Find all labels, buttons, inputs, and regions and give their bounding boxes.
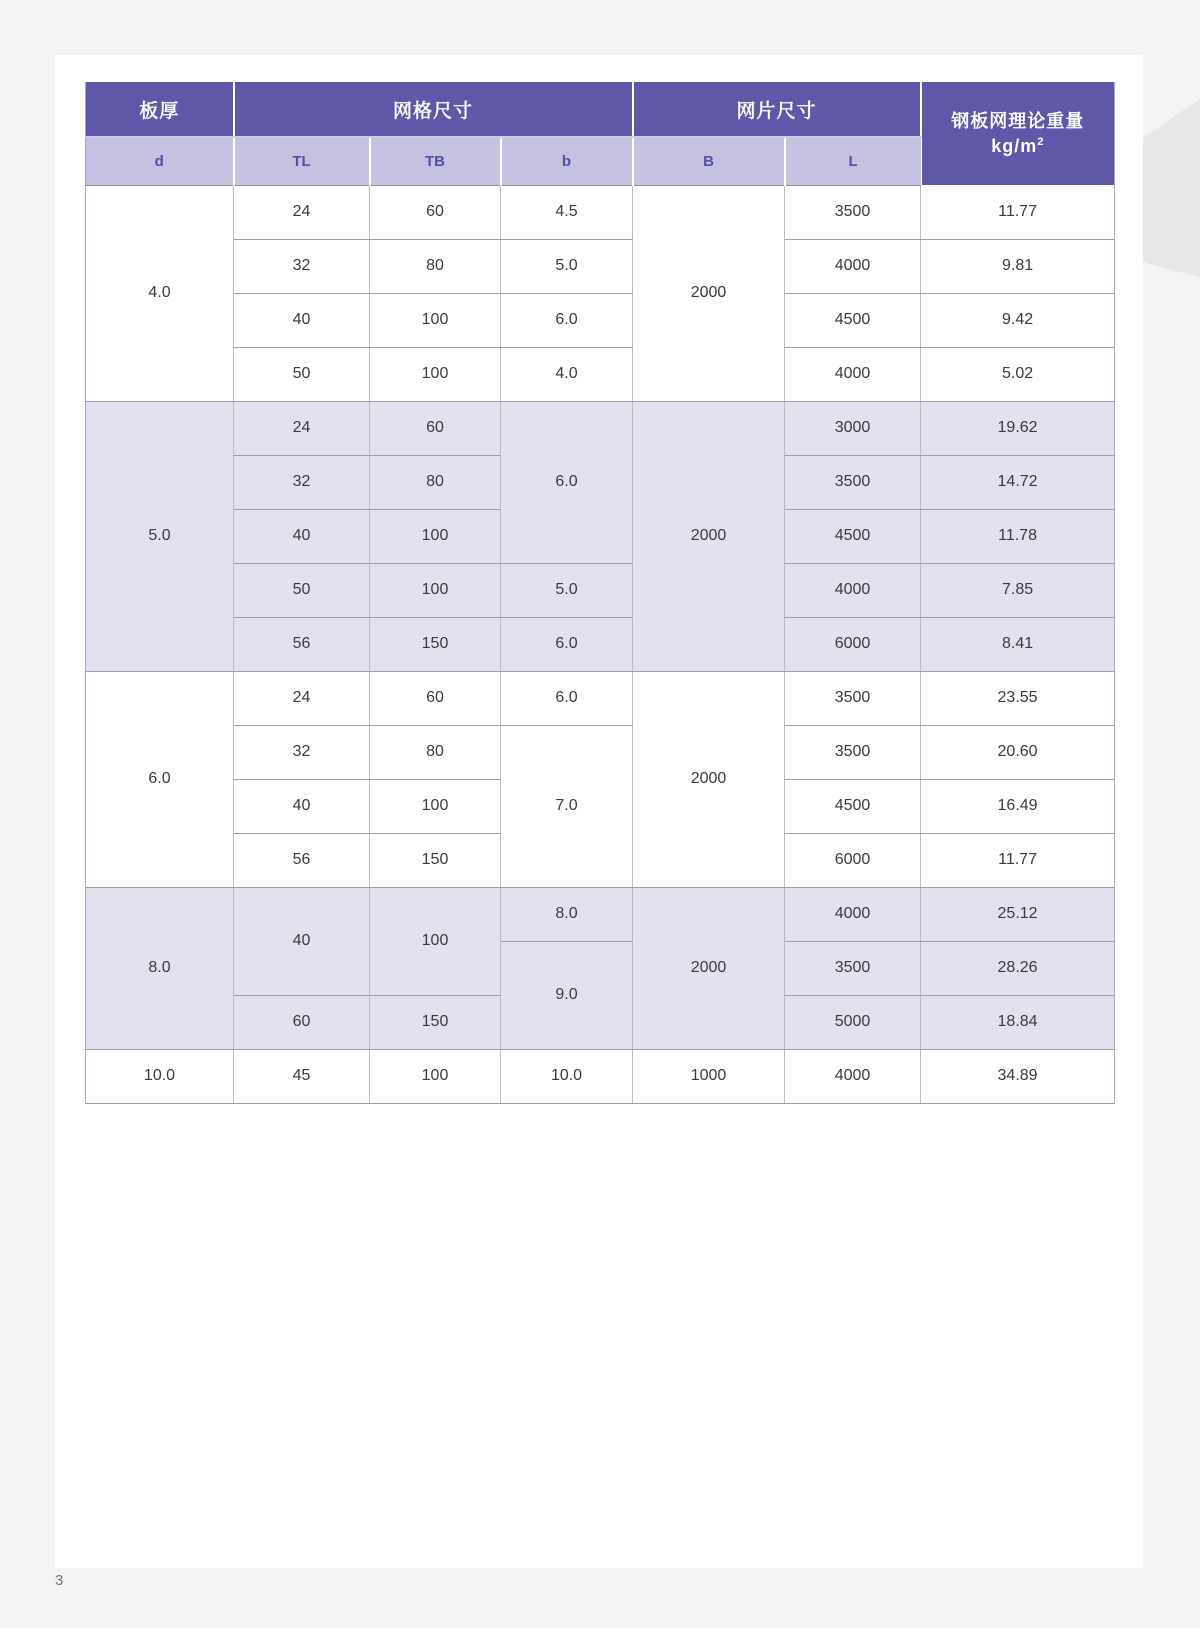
cell-tb: 150: [370, 617, 501, 671]
cell-d: 4.0: [86, 185, 234, 401]
cell-L: 5000: [785, 995, 921, 1049]
cell-d: 5.0: [86, 401, 234, 671]
cell-tl: 50: [234, 347, 370, 401]
table-row: [86, 185, 1115, 239]
cell-tb: 150: [370, 995, 501, 1049]
cell-tb: 100: [370, 887, 501, 995]
cell-tl: 60: [234, 995, 370, 1049]
cell-d: 6.0: [86, 671, 234, 887]
cell-L: 3500: [785, 725, 921, 779]
table-row: [86, 617, 1115, 671]
weight-label-line1: 钢板网理论重量: [951, 111, 1085, 132]
cell-b: 7.0: [501, 725, 633, 887]
subheader-tl: TL: [234, 137, 370, 185]
cell-tb: 100: [370, 563, 501, 617]
subheader-d: d: [86, 137, 234, 185]
cell-L: 4000: [785, 239, 921, 293]
cell-tb: 100: [370, 1049, 501, 1103]
cell-tl: 56: [234, 617, 370, 671]
cell-tl: 24: [234, 185, 370, 239]
cell-b: 5.0: [501, 563, 633, 617]
cell-weight: 25.12: [921, 887, 1115, 941]
cell-L: 4500: [785, 779, 921, 833]
cell-L: 4000: [785, 1049, 921, 1103]
cell-weight: 9.42: [921, 293, 1115, 347]
table-row: [86, 725, 1115, 779]
cell-tb: 60: [370, 671, 501, 725]
cell-L: 3500: [785, 185, 921, 239]
cell-B: 2000: [633, 887, 785, 1049]
cell-weight: 20.60: [921, 725, 1115, 779]
cell-tb: 100: [370, 293, 501, 347]
cell-weight: 11.78: [921, 509, 1115, 563]
header-theoretical-weight: [921, 82, 1115, 185]
cell-tl: 40: [234, 293, 370, 347]
cell-weight: 11.77: [921, 185, 1115, 239]
cell-weight: 11.77: [921, 833, 1115, 887]
subheader-b: b: [501, 137, 633, 185]
cell-weight: 7.85: [921, 563, 1115, 617]
cell-tl: 40: [234, 509, 370, 563]
cell-weight: 18.84: [921, 995, 1115, 1049]
subheader-tb: TB: [370, 137, 501, 185]
subheader-B: B: [633, 137, 785, 185]
cell-tl: 40: [234, 887, 370, 995]
cell-tb: 100: [370, 347, 501, 401]
header-mesh-size: 网格尺寸: [234, 82, 633, 137]
cell-L: 3500: [785, 671, 921, 725]
table-row: [86, 239, 1115, 293]
cell-L: 3500: [785, 941, 921, 995]
cell-weight: 16.49: [921, 779, 1115, 833]
cell-b: 6.0: [501, 401, 633, 563]
cell-weight: 28.26: [921, 941, 1115, 995]
cell-tb: 60: [370, 185, 501, 239]
cell-tl: 56: [234, 833, 370, 887]
cell-b: 4.0: [501, 347, 633, 401]
header-plate-thickness: 板厚: [86, 82, 234, 137]
cell-tl: 24: [234, 671, 370, 725]
cell-tl: 50: [234, 563, 370, 617]
cell-tb: 100: [370, 779, 501, 833]
cell-tb: 80: [370, 455, 501, 509]
cell-B: 2000: [633, 671, 785, 887]
cell-weight: 8.41: [921, 617, 1115, 671]
cell-d: 8.0: [86, 887, 234, 1049]
table-row: [86, 347, 1115, 401]
cell-b: 6.0: [501, 671, 633, 725]
cell-weight: 9.81: [921, 239, 1115, 293]
cell-L: 3000: [785, 401, 921, 455]
cell-tb: 80: [370, 725, 501, 779]
cell-tl: 45: [234, 1049, 370, 1103]
cell-L: 4000: [785, 347, 921, 401]
weight-label-superscript: 2: [1037, 135, 1045, 148]
cell-B: 2000: [633, 401, 785, 671]
cell-b: 10.0: [501, 1049, 633, 1103]
cell-tl: 24: [234, 401, 370, 455]
cell-L: 4000: [785, 563, 921, 617]
cell-b: 8.0: [501, 887, 633, 941]
cell-L: 4000: [785, 887, 921, 941]
cell-L: 3500: [785, 455, 921, 509]
cell-weight: 19.62: [921, 401, 1115, 455]
table-row: [86, 1049, 1115, 1103]
page-number: 3: [55, 1572, 64, 1589]
cell-tb: 100: [370, 509, 501, 563]
cell-tl: 40: [234, 779, 370, 833]
cell-L: 6000: [785, 833, 921, 887]
cell-weight: 14.72: [921, 455, 1115, 509]
cell-weight: 23.55: [921, 671, 1115, 725]
cell-L: 6000: [785, 617, 921, 671]
steel-mesh-spec-table: [85, 82, 1115, 1104]
cell-weight: 5.02: [921, 347, 1115, 401]
cell-tb: 150: [370, 833, 501, 887]
cell-b: 6.0: [501, 617, 633, 671]
cell-weight: 34.89: [921, 1049, 1115, 1103]
subheader-L: L: [785, 137, 921, 185]
cell-tl: 32: [234, 725, 370, 779]
table-row: [86, 671, 1115, 725]
cell-L: 4500: [785, 509, 921, 563]
cell-b: 6.0: [501, 293, 633, 347]
weight-label-line2: kg/m: [991, 135, 1038, 156]
header-sheet-size: 网片尺寸: [633, 82, 921, 137]
cell-b: 4.5: [501, 185, 633, 239]
header-row-groups: [86, 82, 1115, 137]
document-page: [55, 55, 1143, 1568]
cell-B: 1000: [633, 1049, 785, 1103]
table-row: [86, 563, 1115, 617]
cell-tl: 32: [234, 239, 370, 293]
cell-b: 9.0: [501, 941, 633, 1049]
table-row: [86, 887, 1115, 941]
cell-tl: 32: [234, 455, 370, 509]
table-row: [86, 401, 1115, 455]
cell-B: 2000: [633, 185, 785, 401]
cell-d: 10.0: [86, 1049, 234, 1103]
cell-b: 5.0: [501, 239, 633, 293]
table-row: [86, 293, 1115, 347]
cell-tb: 60: [370, 401, 501, 455]
cell-tb: 80: [370, 239, 501, 293]
cell-L: 4500: [785, 293, 921, 347]
